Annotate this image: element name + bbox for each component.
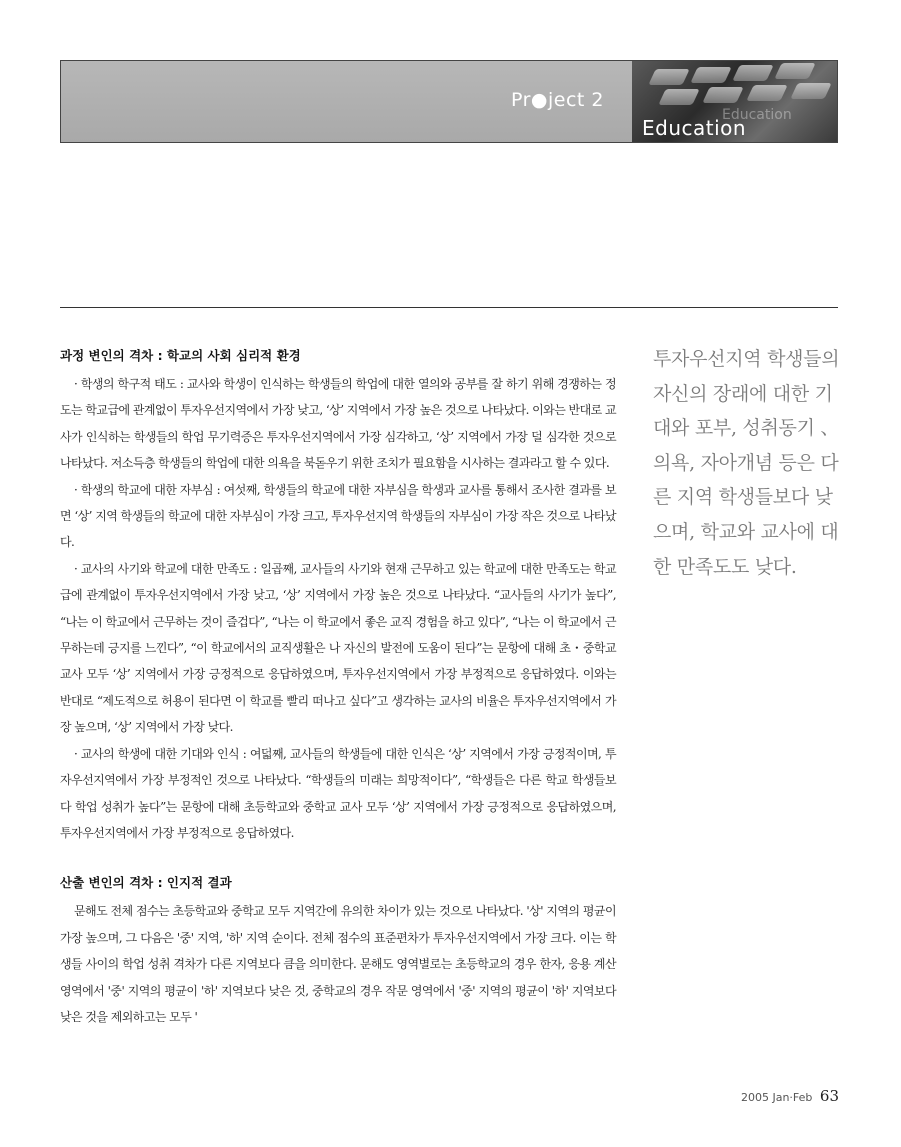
keyboard-key-icon [746, 85, 787, 101]
keyboard-key-icon [690, 67, 731, 83]
page-footer [741, 1087, 839, 1105]
keyboard-key-icon [732, 65, 773, 81]
paragraph: · 교사의 학생에 대한 기대와 인식 : 여덟째, 교사들의 학생들에 대한 인식은 ‘상’ 지역에서 가장 긍정적이며, 투자우선지역에서 가장 부정적인 것으로 나타났다. “학생들의 미래는 희망적이다”, “학생들은 다른 학교 학생들보다 학업 성취가 높다”는 문항에 대해 초등학교와 중학교 교사 모두 ‘상’ 지역에서 가장 긍정적으로 응답하였으며, 투자우선지역에서 가장 부정적으로 응답하였다. [60, 746, 616, 840]
education-title: Education [642, 116, 747, 140]
education-ghost-text: Education [722, 107, 792, 123]
paragraph: 문해도 전체 점수는 초등학교와 중학교 모두 지역간에 유의한 차이가 있는 것으로 나타났다. '상' 지역의 평균이 가장 높으며, 그 다음은 '중' 지역, '하' 지역 순이다. 전체 점수의 표준편차가 투자우선지역에서 가장 크다. 이는 학생들 사이의 학업 성취 격차가 다른 지역보다 큼을 의미한다. 문해도 영역별로는 초등학교의 경우 한자, 응용 계산 영역에서 '중' 지역의 평균이 '하' 지역보다 낮은 것, 중학교의 경우 작문 영역에서 '중' 지역의 평균이 '하' 지역보다 낮은 것을 제외하고는 모두 ' [60, 904, 616, 1024]
section-divider [60, 307, 838, 308]
keyboard-photo [632, 61, 837, 142]
keyboard-key-icon [658, 89, 699, 105]
keyboard-key-icon [774, 63, 815, 79]
keyboard-key-icon [702, 87, 743, 103]
section-heading: 산출 변인의 격차 : 인지적 결과 [60, 875, 232, 891]
keyboard-key-icon [790, 83, 831, 99]
paragraph: · 학생의 학교에 대한 자부심 : 여섯째, 학생들의 학교에 대한 자부심을 학생과 교사를 통해서 조사한 결과를 보면 ‘상’ 지역 학생들의 학교에 대한 자부심이 가장 크고, 투자우선지역 학생들의 자부심이 가장 작은 것으로 나타났다. [60, 482, 616, 550]
section-heading: 과정 변인의 격차 : 학교의 사회 심리적 환경 [60, 348, 301, 363]
project-label: Pr●ject 2 [511, 89, 605, 111]
issue-date: 2005 Jan·Feb [740, 1091, 813, 1104]
article-body [60, 345, 616, 1030]
keyboard-key-icon [648, 69, 689, 85]
page-number: 63 [819, 1087, 839, 1105]
paragraph: · 교사의 사기와 학교에 대한 만족도 : 일곱째, 교사들의 사기와 현재 근무하고 있는 학교에 대한 만족도는 학교급에 관계없이 투자우선지역에서 가장 낮고, ‘상’ 지역에서 가장 높은 것으로 나타났다. “교사들의 사기가 높다”, “나는 이 학교에서 근무하는 것이 즐겁다”, “나는 이 학교에서 좋은 교직 경험을 하고 있다”, “나는 이 학교에서 근무하는데 긍지를 느낀다”, “이 학교에서의 교직생활은 나 자신의 발전에 도움이 된다”는 문항에 대해 초・중학교 교사 모두 ‘상’ 지역에서 가장 긍정적으로 응답하였으며, 투자우선지역에서 가장 부정적으로 응답하였다. 이와는 반대로 “제도적으로 허용이 된다면 이 학교를 빨리 떠나고 싶다”고 생각하는 교사의 비율은 투자우선지역에서 가장 높으며, ‘상’ 지역에서 가장 낮다. [60, 561, 616, 735]
paragraph: · 학생의 학구적 태도 : 교사와 학생이 인식하는 학생들의 학업에 대한 열의와 공부를 잘 하기 위해 경쟁하는 정도는 학교급에 관계없이 투자우선지역에서 가장 낮고, ‘상’ 지역에서 가장 높은 것으로 나타났다. 이와는 반대로 교사가 인식하는 학생들의 학업 무기력증은 투자우선지역에서 가장 심각하고, ‘상’ 지역에서 가장 덜 심각한 것으로 나타났다. 저소득층 학생들의 학업에 대한 의욕을 북돋우기 위한 조치가 필요함을 시사하는 결과라고 할 수 있다. [60, 377, 616, 471]
header-banner [60, 60, 838, 143]
pull-quote: 투자우선지역 학생들의 자신의 장래에 대한 기대와 포부, 성취동기 、의욕, 자아개념 등은 다른 지역 학생들보다 낮으며, 학교와 교사에 대한 만족도도 낮다. [653, 348, 840, 578]
